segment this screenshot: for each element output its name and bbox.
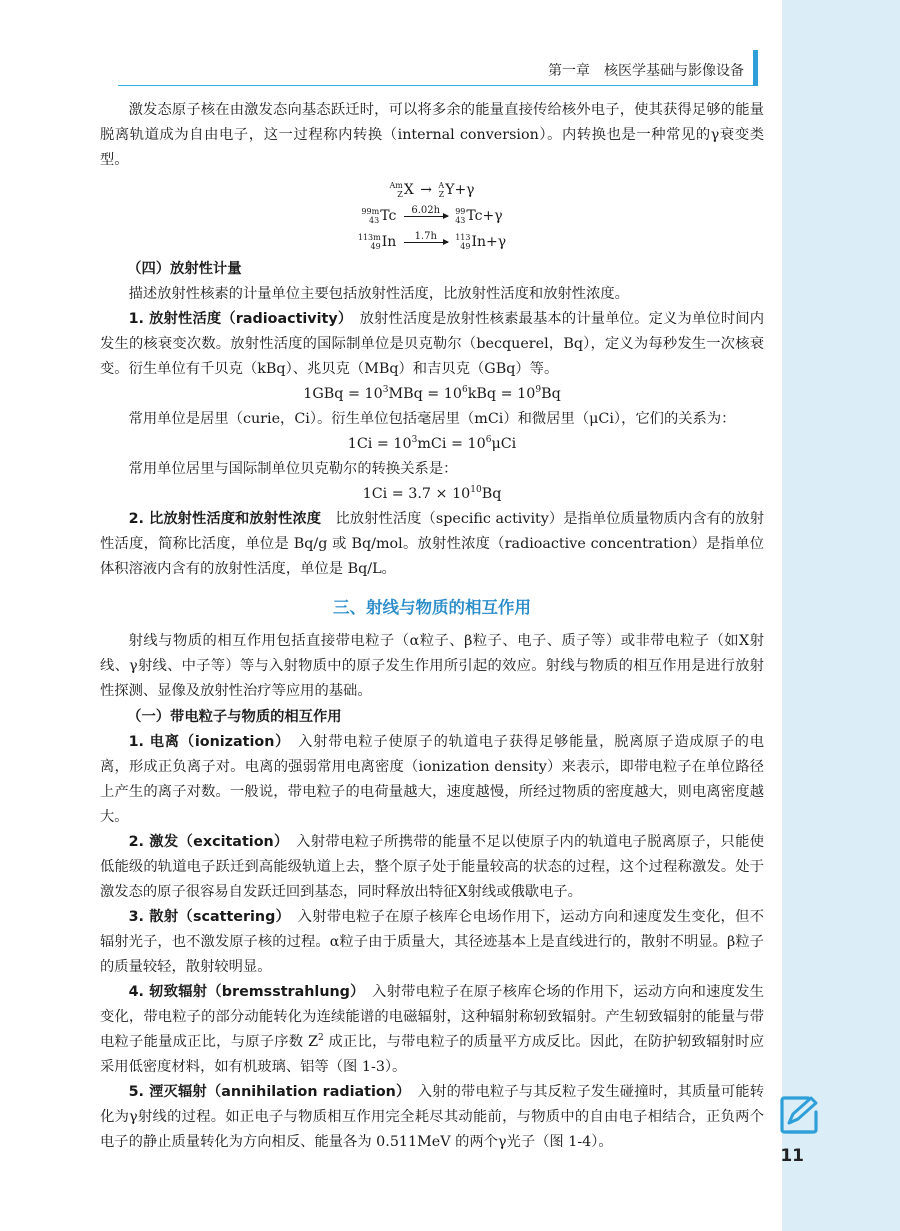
paragraph-bremsstrahlung: 4. 轫致辐射（bremsstrahlung） 入射带电粒子在原子核库仑场的作用下，运动方向和速度发生变化，带电粒子的部分动能转化为连续能谱的电磁辐射，这种辐射称轫致辐射。产生轫致辐射的能量与带电粒子能量成正比，与原子序数 $Z^2$ 成正比，与带电粒子的质量平方成反比。因此，在防护轫致辐射时应采用低密度材料，如有机玻璃、铝等（图 1-3）。 xyxy=(100,984,765,1075)
paragraph-annihilation: 5. 湮灭辐射（annihilation radiation） 入射的带电粒子与其反粒子发生碰撞时，其质量可能转化为γ射线的过程。如正电子与物质相互作用完全耗尽其动能前，与物质中的自由电子相结合，正负两个电子的静止质量转化为方向相反、能量各为 0.511MeV 的两个γ光子（图 1-4）。 xyxy=(100,1084,764,1150)
decay-formulas xyxy=(100,177,764,255)
paragraph-units-intro: 描述放射性核素的计量单位主要包括放射性活度，比放射性活度和放射性浓度。 xyxy=(128,286,629,302)
chapter-title: 第一章 核医学基础与影像设备 xyxy=(548,63,744,79)
formula-general: Am Z X → A Z Y+γ xyxy=(389,181,475,199)
paragraph-excitation: 2. 激发（excitation） 入射带电粒子所携带的能量不足以使原子内的轨道电子脱离原子，只能使低能级的轨道电子跃迁到高能级轨道上去，整个原子处于能量较高的状态的过程，这个过程称激发。处于激发态的原子很容易自发跃迁回到基态，同时释放出特征X射线或俄歇电子。 xyxy=(100,834,765,900)
decay-arrow: 6.02h xyxy=(404,206,448,226)
subsection-title-1: （一）带电粒子与物质的相互作用 xyxy=(127,709,342,725)
page-number: 11 xyxy=(780,1146,804,1166)
paragraph-internal-conversion: 激发态原子核在由激发态向基态跃迁时，可以将多余的能量直接传给核外电子，使其获得足够的能量脱离轨道成为自由电子，这一过程称内转换（internal conversion）。内转换也是一种常见的γ衰变类型。 xyxy=(100,102,764,168)
subsection-title-4: （四）放射性计量 xyxy=(127,261,242,277)
page-content xyxy=(100,98,764,1155)
edit-note-icon xyxy=(778,1094,820,1136)
paragraph-conversion: 常用单位居里与国际制单位贝克勒尔的转换关系是： xyxy=(128,461,458,477)
equation-ci: $1Ci = 10^3mCi = 10^6\mu Ci$ xyxy=(347,435,517,452)
page-sidebar xyxy=(782,0,900,1231)
decay-arrow: 1.7h xyxy=(404,232,448,252)
paragraph-ionization: 1. 电离（ionization） 入射带电粒子使原子的轨道电子获得足够能量，脱离原子造成原子的电离，形成正负离子对。电离的强弱常用电离密度（ionization density）来表示，即带电粒子在单位路径上产生的离子对数。一般说，带电粒子的电荷量越大，速度越慢，所经过物质的密度越大，则电离密度越大。 xyxy=(100,734,765,825)
running-header xyxy=(118,46,758,86)
header-rule xyxy=(118,85,758,86)
paragraph-scattering: 3. 散射（scattering） 入射带电粒子在原子核库仑电场作用下，运动方向和速度发生变化，但不辐射光子，也不激发原子核的过程。α粒子由于质量大，其径迹基本上是直线进行的，散射不明显。β粒子的质量较轻，散射较明显。 xyxy=(100,909,764,975)
paragraph-radioactivity: 1. 放射性活度（radioactivity） 放射性活度是放射性核素最基本的计量单位。定义为单位时间内发生的核衰变次数。放射性活度的国际制单位是贝克勒尔（becquerel，Bq），定义为每秒发生一次核衰变。衍生单位有千贝克（kBq）、兆贝克（MBq）和吉贝克（GBq）等。 xyxy=(100,311,765,377)
equation-ci-bq: $1Ci = 3.7 \times 10^{10}Bq$ xyxy=(362,485,502,502)
paragraph-specific-activity: 2. 比放射性活度和放射性浓度 比放射性活度（specific activity）是指单位质量物质内含有的放射性活度，简称比活度，单位是 Bq/g 或 Bq/mol。放射性浓度（radioactive concentration）是指单位体积溶液内含有的放射性活度，单位是 Bq/L。 xyxy=(100,511,765,577)
equation-gbq: $1GBq = 10^3MBq = 10^6kBq = 10^9Bq$ xyxy=(303,385,561,402)
formula-in: 113m 49 In 1.7h 113 49 In+γ xyxy=(357,231,507,251)
section-title-3: 三、射线与物质的相互作用 xyxy=(333,598,531,617)
paragraph-interaction-intro: 射线与物质的相互作用包括直接带电粒子（α粒子、β粒子、电子、质子等）或非带电粒子（如X射线、γ射线、中子等）等与入射物质中的原子发生作用所引起的效应。射线与物质的相互作用是进行放射性探测、显像及放射性治疗等应用的基础。 xyxy=(100,633,764,699)
paragraph-curie: 常用单位是居里（curie，Ci）。衍生单位包括毫居里（mCi）和微居里（μCi），它们的关系为： xyxy=(128,411,736,427)
header-accent-bar xyxy=(753,50,758,86)
formula-tc: 99m 43 Tc 6.02h 99 43 Tc+γ xyxy=(361,205,503,225)
